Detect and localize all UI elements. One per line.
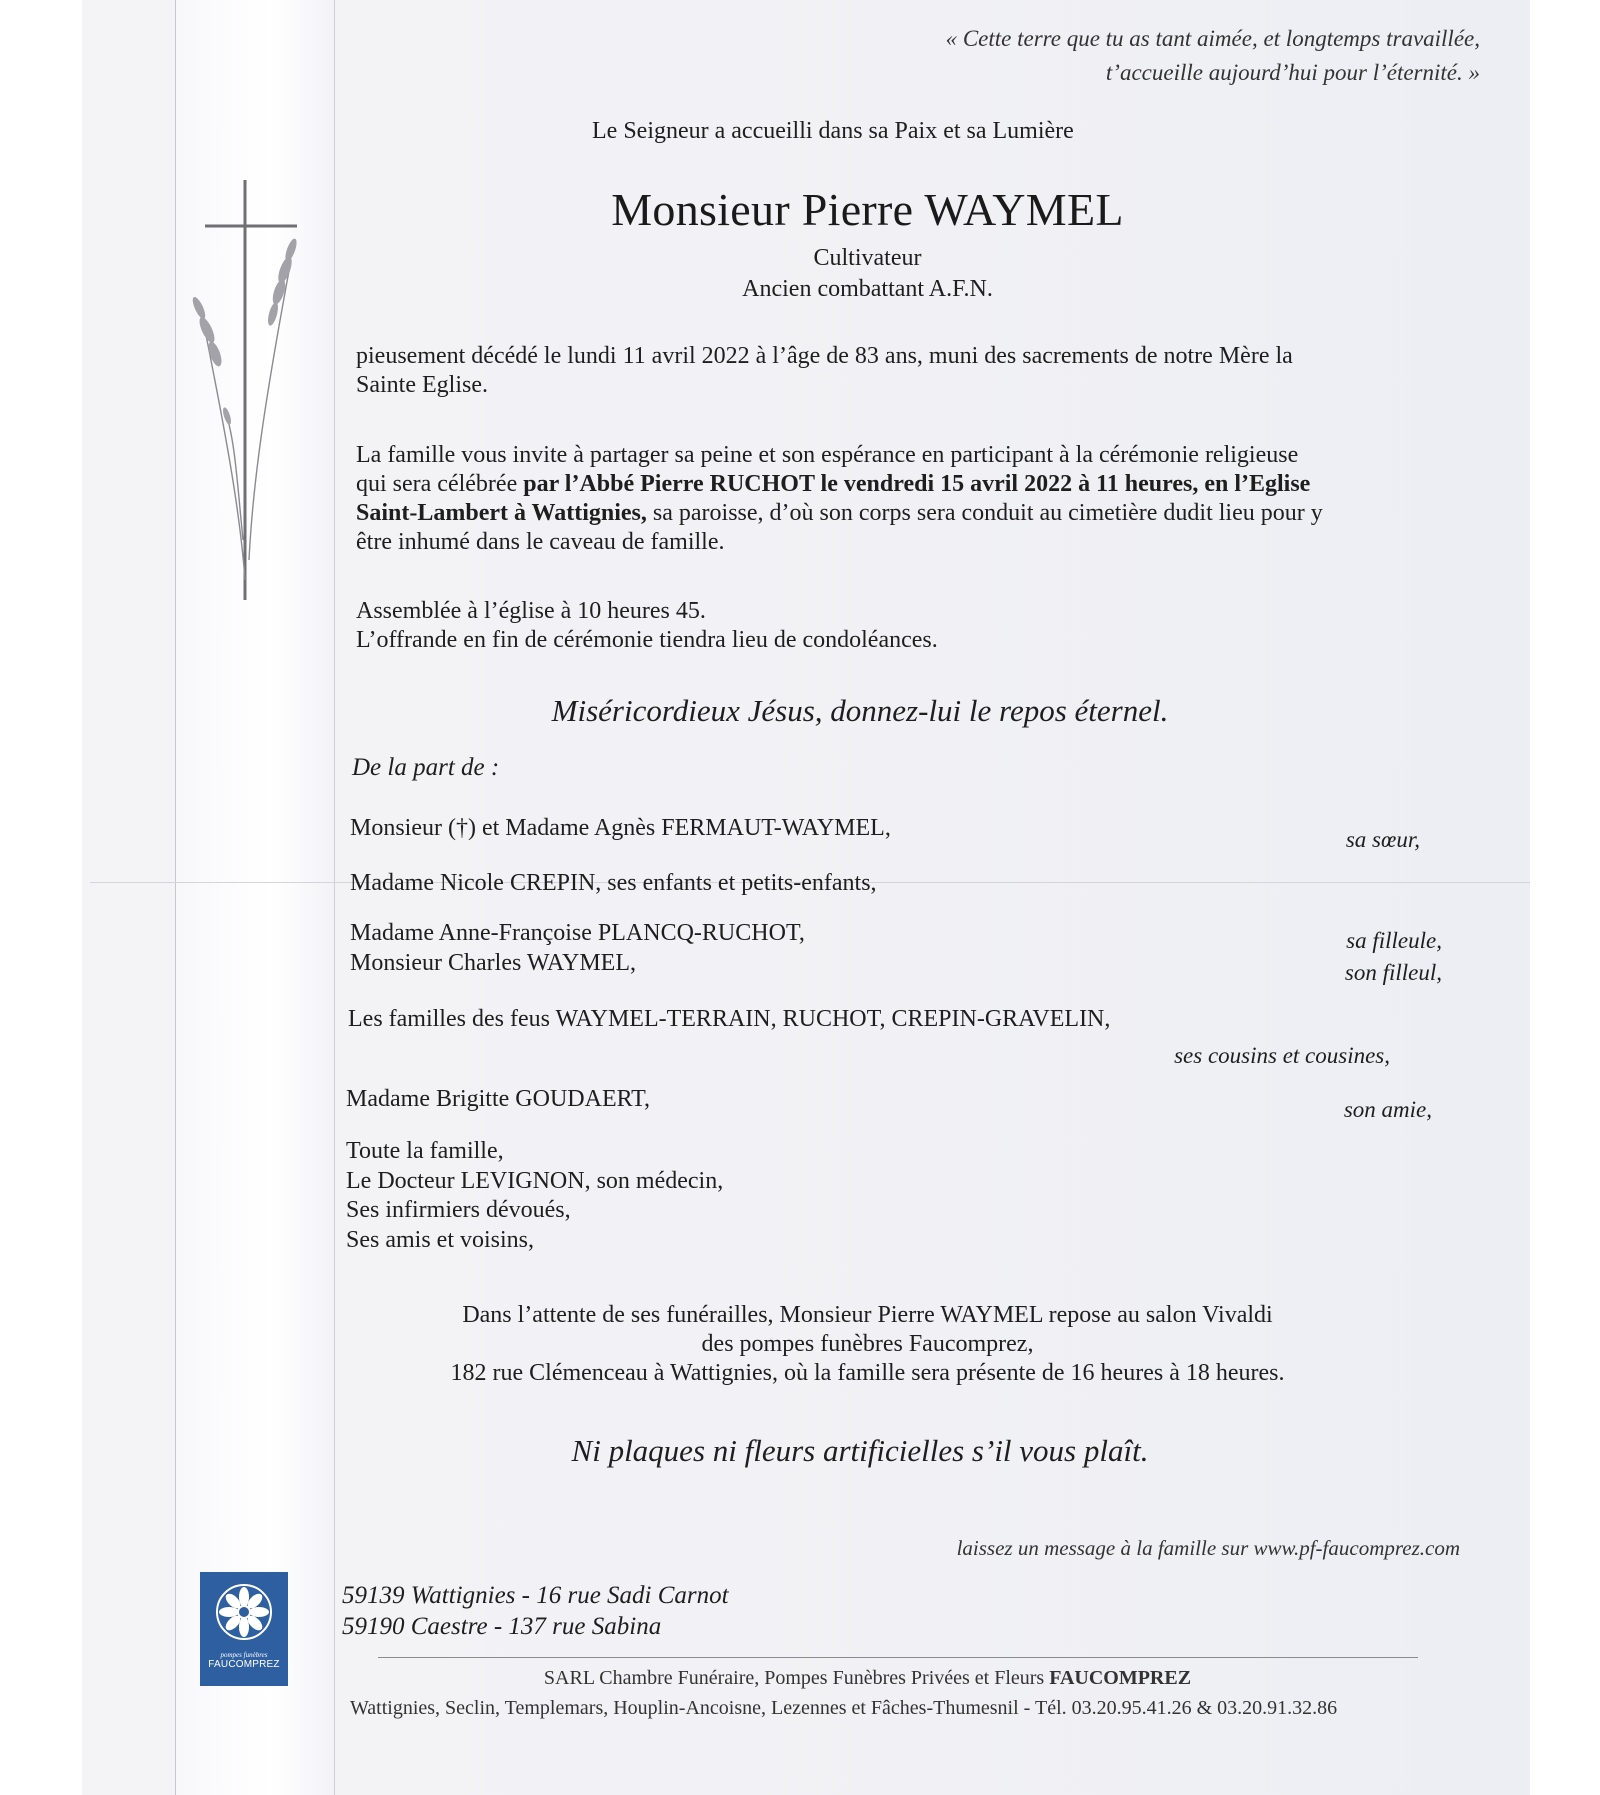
rest-paragraph [0, 1301, 1600, 1388]
ceremony-line-3-text: sa paroisse, d’où son corps sera conduit au cimetière dudit lieu pour y [646, 500, 1323, 526]
deceased-profession: Cultivateur [813, 245, 922, 271]
ceremony-officiant-date: par l’Abbé Pierre RUCHOT le vendredi 15 avril 2022 à 11 heures, en l’Eglise [523, 471, 1311, 497]
family-member-name: Monsieur (†) et Madame Agnès FERMAUT-WAYMEL, [350, 815, 891, 841]
rest-line-1: Dans l’attente de ses funérailles, Monsieur Pierre WAYMEL repose au salon Vivaldi [462, 1302, 1273, 1328]
assembly-paragraph [356, 597, 1481, 655]
other-mourner: Ses infirmiers dévoués, [346, 1197, 571, 1223]
intro-line: Le Seigneur a accueilli dans sa Paix et sa Lumière [592, 118, 1074, 144]
footer-locations-phone: Wattignies, Seclin, Templemars, Houplin-Ancoisne, Lezennes et Fâches-Thumesnil - Tél. 03.20.95.41.26 & 03.20.91.32.86 [350, 1697, 1338, 1719]
flowers-note: Ni plaques ni fleurs artificielles s’il vous plaît. [571, 1433, 1149, 1468]
family-member-role: son filleul, [1344, 960, 1442, 985]
death-notice-line-2: Sainte Eglise. [356, 372, 488, 398]
addresses [342, 1580, 729, 1642]
other-mourner: Ses amis et voisins, [346, 1226, 535, 1253]
family-member-role: son amie, [1343, 1097, 1432, 1122]
footer-company-brand: FAUCOMPREZ [1049, 1667, 1192, 1689]
assembly-line-2: L’offrande en fin de cérémonie tiendra lieu de condoléances. [356, 627, 938, 653]
family-member-name: Monsieur Charles WAYMEL, [350, 950, 636, 976]
footer-company-text: SARL Chambre Funéraire, Pompes Funèbres Privées et Fleurs [543, 1667, 1050, 1689]
family-member-name: Madame Anne-Françoise PLANCQ-RUCHOT, [350, 920, 805, 946]
quote-line-2: t’accueille aujourd’hui pour l’éternité. » [1105, 60, 1480, 85]
death-notice-line-1: pieusement décédé le lundi 11 avril 2022 à l’âge de 83 ans, muni des sacrements de notre Mère la [356, 343, 1293, 369]
other-mourner: Toute la famille, [346, 1138, 504, 1164]
footer-divider [378, 1657, 1418, 1658]
other-mourner: Le Docteur LEVIGNON, son médecin, [346, 1167, 724, 1194]
deceased-title: Ancien combattant A.F.N. [742, 276, 993, 302]
family-member-name: Madame Brigitte GOUDAERT, [346, 1086, 651, 1112]
quote-line-1: « Cette terre que tu as tant aimée, et longtemps travaillée, [945, 26, 1480, 51]
family-member-role: sa sœur, [1345, 827, 1420, 852]
family-member-role: ses cousins et cousines, [1174, 1043, 1390, 1068]
family-member-name: Madame Nicole CREPIN, ses enfants et petits-enfants, [350, 870, 877, 896]
ceremony-church: Saint-Lambert à Wattignies, [356, 500, 647, 526]
address-line: 59139 Wattignies - 16 rue Sadi Carnot [342, 1582, 729, 1609]
death-notice [356, 342, 1481, 400]
logo-brand: FAUCOMPREZ [208, 1659, 280, 1670]
other-mourners [346, 1137, 723, 1255]
ceremony-line-2 [356, 470, 1481, 499]
ceremony-line-1: La famille vous invite à partager sa peine et son espérance en participant à la cérémonie religieuse [356, 442, 1299, 468]
from-label: De la part de : [352, 754, 500, 781]
epigraph-quote [946, 22, 1480, 90]
address-line: 59190 Caestre - 137 rue Sabina [342, 1613, 662, 1640]
rest-line-3: 182 rue Clémenceau à Wattignies, où la famille sera présente de 16 heures à 18 heures. [450, 1360, 1285, 1386]
ceremony-paragraph [356, 441, 1481, 557]
prayer-line: Miséricordieux Jésus, donnez-lui le repos éternel. [551, 693, 1169, 728]
rest-line-2: des pompes funèbres Faucomprez, [701, 1331, 1034, 1357]
ceremony-line-2-text: qui sera célébrée [356, 471, 524, 497]
logo-small-text: pompes funèbres [220, 1651, 268, 1659]
assembly-line-1: Assemblée à l’église à 10 heures 45. [356, 598, 706, 624]
ceremony-line-3 [356, 499, 1481, 528]
flower-rosette-icon [212, 1580, 276, 1644]
ceremony-line-4: être inhumé dans le caveau de famille. [356, 529, 725, 555]
family-member-name: Les familles des feus WAYMEL-TERRAIN, RUCHOT, CREPIN-GRAVELIN, [348, 1006, 1111, 1032]
deceased-name: Monsieur Pierre WAYMEL [611, 184, 1124, 235]
family-member-role: sa filleule, [1346, 928, 1442, 953]
web-message: laissez un message à la famille sur www.pf-faucomprez.com [956, 1536, 1460, 1560]
footer-company [0, 1667, 1600, 1690]
